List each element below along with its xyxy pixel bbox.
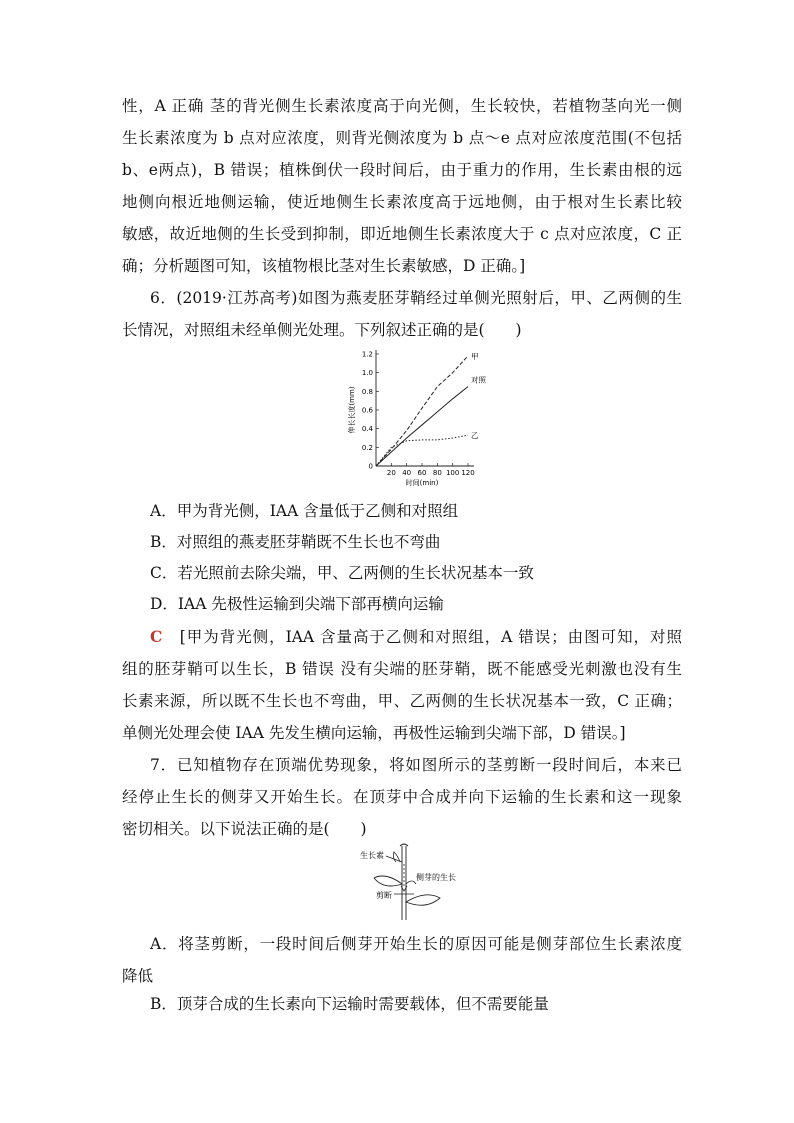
y-tick-label: 0.8 [361, 387, 373, 396]
x-tick-label: 40 [402, 469, 412, 477]
x-tick-label: 60 [417, 469, 427, 477]
text-line: 确；分析题图可知，该植物根比茎对生长素敏感，D 正确。] [122, 257, 526, 275]
y-axis-label: 伸长长度(mm) [348, 386, 356, 434]
series-label: 对照 [471, 375, 486, 385]
leaf-left-shape [374, 876, 402, 886]
option-a: A．将茎剪断，一段时间后侧芽开始生长的原因可能是侧芽部位生长素浓度 [150, 935, 682, 953]
option-c: C．若光照前去除尖端，甲、乙两侧的生长状况基本一致 [150, 564, 534, 582]
series-label: 甲 [471, 351, 479, 361]
stem-shape [402, 846, 406, 904]
question-7-stem: 经停止生长的侧芽又开始生长。在顶芽中合成并向下运输的生长素和这一现象 [122, 788, 682, 806]
x-tick-label: 120 [461, 469, 475, 477]
text-line: 生长素浓度为 b 点对应浓度，则背光侧浓度为 b 点～e 点对应浓度范围(不包括 [122, 129, 682, 147]
question-6-stem: 6．(2019·江苏高考)如图为燕麦胚芽鞘经过单侧光照射后，甲、乙两侧的生 [150, 289, 682, 307]
y-tick-label: 0 [368, 462, 373, 471]
leaf-right-shape [406, 895, 440, 905]
y-tick-label: 1.2 [361, 350, 373, 359]
x-tick-label: 100 [445, 469, 460, 477]
answer-letter: C [150, 627, 163, 646]
answer-explanation: 单侧光处理会使 IAA 先发生横向运输，再极性运输到尖端下部，D 错误。] [122, 724, 626, 742]
option-b: B．对照组的燕麦胚芽鞘既不生长也不弯曲 [150, 533, 441, 551]
lateral-bud-shape [406, 881, 416, 884]
answer-explanation: 组的胚芽鞘可以生长，B 错误 没有尖端的胚芽鞘，既不能感受光刺激也没有生 [122, 660, 682, 678]
y-tick-label: 0.4 [361, 425, 373, 434]
text-line: b、e两点)，B 错误；植株倒伏一段时间后，由于重力的作用，生长素由根的远 [122, 161, 682, 179]
series-line-甲 [376, 356, 468, 466]
option-b: B．顶芽合成的生长素向下运输时需要载体，但不需要能量 [150, 995, 549, 1013]
answer-explanation: C [甲为背光侧，IAA 含量高于乙侧和对照组，A 错误；由图可知，对照 [150, 627, 682, 646]
question-7-stem: 密切相关。以下说法正确的是( ) [122, 820, 367, 838]
growth-line-chart [344, 346, 484, 496]
x-tick-label: 80 [432, 469, 442, 477]
option-a: A．甲为背光侧，IAA 含量低于乙侧和对照组 [150, 502, 459, 520]
text-line: 敏感，故近地侧的生长受到抑制，即近地侧生长素浓度大于 c 点对应浓度，C 正 [122, 225, 682, 243]
text-line: 地侧向根近地侧运输，使近地侧生长素浓度高于远地侧，由于根对生长素比较 [122, 193, 682, 211]
y-tick-label: 1.0 [361, 369, 373, 378]
option-a: 降低 [122, 967, 154, 985]
y-tick-label: 0.6 [361, 406, 373, 415]
x-axis-label: 时间(min) [405, 479, 439, 487]
lateral-bud-label: 侧芽的生长 [416, 873, 456, 882]
series-line-对照 [376, 387, 468, 466]
plant-stem-diagram [356, 844, 464, 922]
y-tick-label: 0.2 [361, 443, 373, 452]
question-6-stem: 长情况，对照组未经单侧光处理。下列叙述正确的是( ) [122, 321, 522, 339]
text-line: 性，A 正确 茎的背光侧生长素浓度高于向光侧，生长较快，若植物茎向光一侧 [122, 97, 682, 115]
option-d: D．IAA 先极性运输到尖端下部再横向运输 [150, 595, 444, 613]
question-7-stem: 7．已知植物存在顶端优势现象，将如图所示的茎剪断一段时间后，本来已 [150, 756, 682, 774]
x-tick-label: 20 [386, 469, 396, 477]
series-label: 乙 [471, 431, 479, 441]
answer-explanation: 长素来源，所以既不生长也不弯曲，甲、乙两侧的生长状况基本一致，C 正确； [122, 692, 682, 710]
stem-lower-shape [402, 904, 406, 920]
auxin-label: 生长素 [360, 851, 384, 860]
cut-label: 剪断 [376, 891, 392, 900]
apical-bud-shape [400, 844, 408, 846]
